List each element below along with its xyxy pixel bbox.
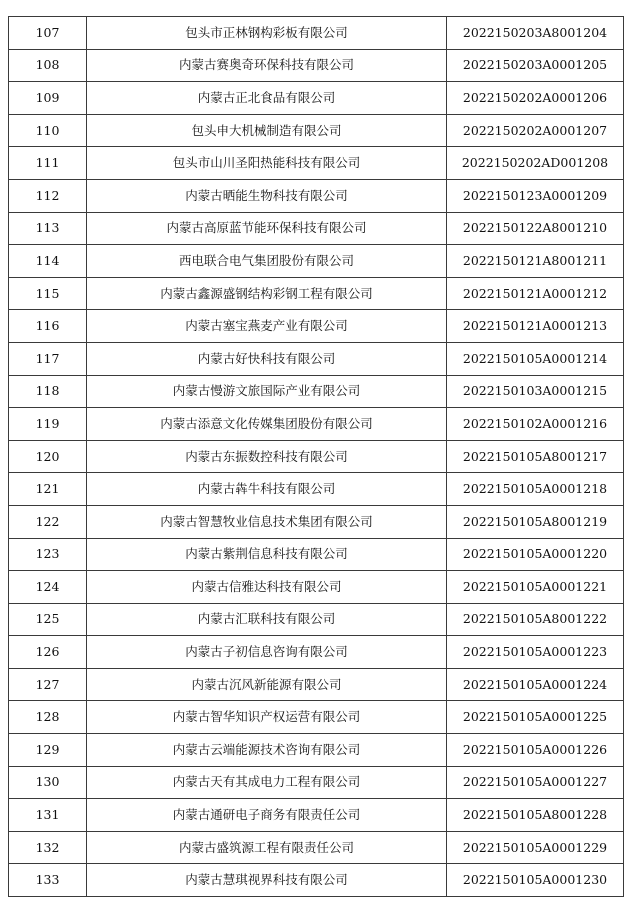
- table-row: [9, 342, 624, 375]
- row-number-cell: 113: [9, 212, 87, 245]
- table-row: [9, 636, 624, 669]
- row-number-cell: 119: [9, 408, 87, 441]
- company-name-cell: 内蒙古子初信息咨询有限公司: [87, 636, 447, 669]
- company-name-cell: 内蒙古天有其成电力工程有限公司: [87, 766, 447, 799]
- registration-code-cell: 2022150105A0001221: [447, 571, 624, 604]
- row-number-cell: 123: [9, 538, 87, 571]
- row-number-cell: 130: [9, 766, 87, 799]
- company-name-cell: 内蒙古添意文化传媒集团股份有限公司: [87, 408, 447, 441]
- table-row: [9, 49, 624, 82]
- registration-code-cell: 2022150202A0001206: [447, 82, 624, 115]
- row-number-cell: 133: [9, 864, 87, 897]
- table-row: [9, 179, 624, 212]
- table-row: [9, 147, 624, 180]
- registration-code-cell: 2022150203A8001204: [447, 17, 624, 50]
- row-number-cell: 132: [9, 831, 87, 864]
- table-row: [9, 375, 624, 408]
- company-name-cell: 内蒙古汇联科技有限公司: [87, 603, 447, 636]
- table-row: [9, 831, 624, 864]
- company-name-cell: 内蒙古犇牛科技有限公司: [87, 473, 447, 506]
- company-name-cell: 内蒙古智华知识产权运营有限公司: [87, 701, 447, 734]
- company-registry-table: [8, 16, 624, 897]
- table-row: [9, 212, 624, 245]
- company-name-cell: 内蒙古盛筑源工程有限责任公司: [87, 831, 447, 864]
- company-name-cell: 包头市正林钢构彩板有限公司: [87, 17, 447, 50]
- table-row: [9, 766, 624, 799]
- table-row: [9, 245, 624, 278]
- table-row: [9, 538, 624, 571]
- registration-code-cell: 2022150105A0001227: [447, 766, 624, 799]
- table-row: [9, 17, 624, 50]
- company-name-cell: 内蒙古东振数控科技有限公司: [87, 440, 447, 473]
- registration-code-cell: 2022150105A8001228: [447, 799, 624, 832]
- registration-code-cell: 2022150105A0001229: [447, 831, 624, 864]
- registration-code-cell: 2022150102A0001216: [447, 408, 624, 441]
- company-name-cell: 内蒙古鑫源盛钢结构彩钢工程有限公司: [87, 277, 447, 310]
- row-number-cell: 109: [9, 82, 87, 115]
- row-number-cell: 108: [9, 49, 87, 82]
- company-name-cell: 内蒙古云端能源技术咨询有限公司: [87, 734, 447, 767]
- table-row: [9, 440, 624, 473]
- row-number-cell: 115: [9, 277, 87, 310]
- table-row: [9, 571, 624, 604]
- table-row: [9, 277, 624, 310]
- row-number-cell: 118: [9, 375, 87, 408]
- document-page: [8, 16, 623, 897]
- table-row: [9, 734, 624, 767]
- row-number-cell: 128: [9, 701, 87, 734]
- registration-code-cell: 2022150203A0001205: [447, 49, 624, 82]
- registration-code-cell: 2022150105A0001224: [447, 668, 624, 701]
- table-row: [9, 701, 624, 734]
- company-name-cell: 内蒙古赛奥奇环保科技有限公司: [87, 49, 447, 82]
- company-name-cell: 内蒙古慢游文旅国际产业有限公司: [87, 375, 447, 408]
- row-number-cell: 114: [9, 245, 87, 278]
- table-row: [9, 310, 624, 343]
- row-number-cell: 120: [9, 440, 87, 473]
- table-row: [9, 799, 624, 832]
- company-name-cell: 内蒙古通研电子商务有限责任公司: [87, 799, 447, 832]
- registration-code-cell: 2022150105A0001214: [447, 342, 624, 375]
- company-name-cell: 内蒙古正北食品有限公司: [87, 82, 447, 115]
- company-name-cell: 西电联合电气集团股份有限公司: [87, 245, 447, 278]
- row-number-cell: 117: [9, 342, 87, 375]
- company-name-cell: 内蒙古好快科技有限公司: [87, 342, 447, 375]
- registration-code-cell: 2022150105A0001225: [447, 701, 624, 734]
- registration-code-cell: 2022150105A8001219: [447, 505, 624, 538]
- company-name-cell: 包头申大机械制造有限公司: [87, 114, 447, 147]
- row-number-cell: 122: [9, 505, 87, 538]
- row-number-cell: 125: [9, 603, 87, 636]
- row-number-cell: 107: [9, 17, 87, 50]
- company-name-cell: 内蒙古晒能生物科技有限公司: [87, 179, 447, 212]
- row-number-cell: 110: [9, 114, 87, 147]
- registration-code-cell: 2022150122A8001210: [447, 212, 624, 245]
- registration-code-cell: 2022150121A8001211: [447, 245, 624, 278]
- company-name-cell: 内蒙古高原蓝节能环保科技有限公司: [87, 212, 447, 245]
- table-row: [9, 864, 624, 897]
- registration-code-cell: 2022150121A0001213: [447, 310, 624, 343]
- table-row: [9, 505, 624, 538]
- registration-code-cell: 2022150123A0001209: [447, 179, 624, 212]
- company-name-cell: 内蒙古信雅达科技有限公司: [87, 571, 447, 604]
- company-name-cell: 包头市山川圣阳热能科技有限公司: [87, 147, 447, 180]
- row-number-cell: 126: [9, 636, 87, 669]
- row-number-cell: 127: [9, 668, 87, 701]
- row-number-cell: 116: [9, 310, 87, 343]
- row-number-cell: 131: [9, 799, 87, 832]
- registration-code-cell: 2022150202A0001207: [447, 114, 624, 147]
- row-number-cell: 129: [9, 734, 87, 767]
- company-name-cell: 内蒙古沉风新能源有限公司: [87, 668, 447, 701]
- table-row: [9, 603, 624, 636]
- table-row: [9, 82, 624, 115]
- registration-code-cell: 2022150105A0001218: [447, 473, 624, 506]
- registration-code-cell: 2022150121A0001212: [447, 277, 624, 310]
- registration-code-cell: 2022150103A0001215: [447, 375, 624, 408]
- registration-code-cell: 2022150105A0001226: [447, 734, 624, 767]
- registration-code-cell: 2022150105A0001220: [447, 538, 624, 571]
- company-name-cell: 内蒙古智慧牧业信息技术集团有限公司: [87, 505, 447, 538]
- row-number-cell: 121: [9, 473, 87, 506]
- registration-code-cell: 2022150105A8001217: [447, 440, 624, 473]
- company-name-cell: 内蒙古塞宝燕麦产业有限公司: [87, 310, 447, 343]
- row-number-cell: 124: [9, 571, 87, 604]
- company-name-cell: 内蒙古慧琪视界科技有限公司: [87, 864, 447, 897]
- row-number-cell: 112: [9, 179, 87, 212]
- table-row: [9, 114, 624, 147]
- table-body: [9, 17, 624, 897]
- table-row: [9, 473, 624, 506]
- registration-code-cell: 2022150105A8001222: [447, 603, 624, 636]
- registration-code-cell: 2022150202AD001208: [447, 147, 624, 180]
- row-number-cell: 111: [9, 147, 87, 180]
- company-name-cell: 内蒙古紫荆信息科技有限公司: [87, 538, 447, 571]
- table-row: [9, 668, 624, 701]
- table-row: [9, 408, 624, 441]
- registration-code-cell: 2022150105A0001223: [447, 636, 624, 669]
- registration-code-cell: 2022150105A0001230: [447, 864, 624, 897]
